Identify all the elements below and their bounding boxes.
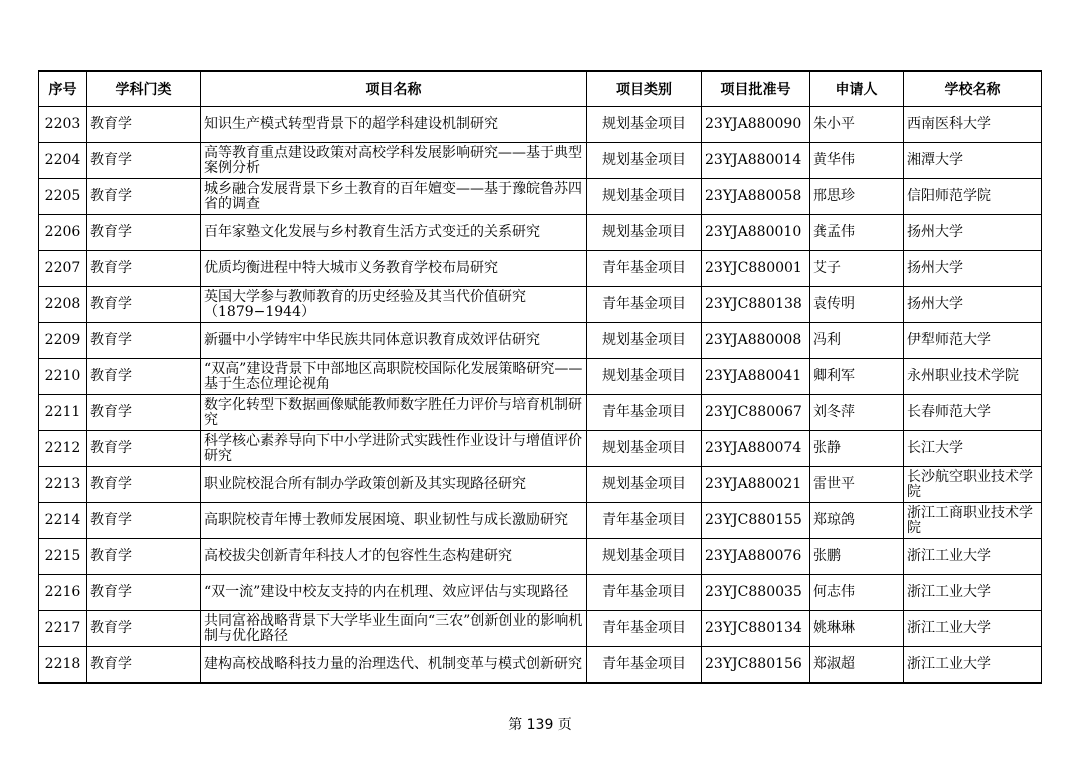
cell-seq: 2207	[39, 251, 87, 287]
cell-applicant: 冯利	[810, 323, 904, 359]
cell-seq: 2215	[39, 539, 87, 575]
cell-project-name: “双高”建设背景下中部地区高职院校国际化发展策略研究——基于生态位理论视角	[201, 359, 587, 395]
cell-subject: 教育学	[87, 647, 201, 684]
cell-approval-code: 23YJC880035	[702, 575, 810, 611]
cell-subject: 教育学	[87, 107, 201, 143]
cell-school: 浙江工业大学	[904, 575, 1042, 611]
cell-subject: 教育学	[87, 323, 201, 359]
cell-school: 扬州大学	[904, 251, 1042, 287]
header-approval-code: 项目批准号	[702, 71, 810, 107]
table-row	[39, 287, 1042, 323]
cell-seq: 2203	[39, 107, 87, 143]
cell-project-name: 数字化转型下数据画像赋能教师数字胜任力评价与培育机制研究	[201, 395, 587, 431]
cell-applicant: 张鹏	[810, 539, 904, 575]
cell-subject: 教育学	[87, 431, 201, 467]
cell-subject: 教育学	[87, 467, 201, 503]
cell-applicant: 卿利军	[810, 359, 904, 395]
cell-category: 规划基金项目	[587, 143, 702, 179]
cell-category: 青年基金项目	[587, 611, 702, 647]
table-row	[39, 395, 1042, 431]
cell-project-name: 共同富裕战略背景下大学毕业生面向“三农”创新创业的影响机制与优化路径	[201, 611, 587, 647]
cell-approval-code: 23YJA880076	[702, 539, 810, 575]
cell-school: 伊犁师范大学	[904, 323, 1042, 359]
cell-seq: 2210	[39, 359, 87, 395]
table-row	[39, 503, 1042, 539]
cell-subject: 教育学	[87, 611, 201, 647]
cell-category: 规划基金项目	[587, 179, 702, 215]
cell-category: 青年基金项目	[587, 503, 702, 539]
cell-category: 青年基金项目	[587, 287, 702, 323]
header-category: 项目类别	[587, 71, 702, 107]
cell-subject: 教育学	[87, 539, 201, 575]
cell-applicant: 张静	[810, 431, 904, 467]
cell-applicant: 黄华伟	[810, 143, 904, 179]
table-row	[39, 539, 1042, 575]
cell-school: 浙江工业大学	[904, 611, 1042, 647]
cell-school: 长沙航空职业技术学院	[904, 467, 1042, 503]
cell-seq: 2218	[39, 647, 87, 684]
cell-project-name: 高职院校青年博士教师发展困境、职业韧性与成长激励研究	[201, 503, 587, 539]
cell-applicant: 郑淑超	[810, 647, 904, 684]
cell-approval-code: 23YJA880021	[702, 467, 810, 503]
table-row	[39, 323, 1042, 359]
cell-project-name: 英国大学参与教师教育的历史经验及其当代价值研究（1879−1944）	[201, 287, 587, 323]
cell-seq: 2213	[39, 467, 87, 503]
cell-subject: 教育学	[87, 143, 201, 179]
header-applicant: 申请人	[810, 71, 904, 107]
cell-seq: 2208	[39, 287, 87, 323]
cell-seq: 2214	[39, 503, 87, 539]
cell-subject: 教育学	[87, 215, 201, 251]
cell-project-name: 知识生产模式转型背景下的超学科建设机制研究	[201, 107, 587, 143]
cell-applicant: 朱小平	[810, 107, 904, 143]
cell-applicant: 姚琳琳	[810, 611, 904, 647]
cell-project-name: 科学核心素养导向下中小学进阶式实践性作业设计与增值评价研究	[201, 431, 587, 467]
cell-approval-code: 23YJC880156	[702, 647, 810, 684]
cell-school: 扬州大学	[904, 287, 1042, 323]
cell-seq: 2206	[39, 215, 87, 251]
cell-subject: 教育学	[87, 575, 201, 611]
page-number: 第 139 页	[508, 717, 572, 733]
cell-approval-code: 23YJC880138	[702, 287, 810, 323]
cell-project-name: 百年家塾文化发展与乡村教育生活方式变迁的关系研究	[201, 215, 587, 251]
cell-applicant: 龚孟伟	[810, 215, 904, 251]
cell-applicant: 袁传明	[810, 287, 904, 323]
table-row	[39, 251, 1042, 287]
cell-category: 规划基金项目	[587, 323, 702, 359]
cell-project-name: 高校拔尖创新青年科技人才的包容性生态构建研究	[201, 539, 587, 575]
cell-approval-code: 23YJA880008	[702, 323, 810, 359]
cell-project-name: 职业院校混合所有制办学政策创新及其实现路径研究	[201, 467, 587, 503]
cell-seq: 2204	[39, 143, 87, 179]
cell-seq: 2211	[39, 395, 87, 431]
cell-school: 西南医科大学	[904, 107, 1042, 143]
cell-applicant: 郑琼鸽	[810, 503, 904, 539]
cell-subject: 教育学	[87, 503, 201, 539]
cell-school: 永州职业技术学院	[904, 359, 1042, 395]
header-school: 学校名称	[904, 71, 1042, 107]
cell-approval-code: 23YJC880134	[702, 611, 810, 647]
table-header-row	[39, 71, 1042, 107]
cell-school: 长江大学	[904, 431, 1042, 467]
cell-applicant: 邢思珍	[810, 179, 904, 215]
table-row	[39, 143, 1042, 179]
cell-approval-code: 23YJA880014	[702, 143, 810, 179]
cell-seq: 2217	[39, 611, 87, 647]
cell-applicant: 艾子	[810, 251, 904, 287]
header-seq: 序号	[39, 71, 87, 107]
cell-subject: 教育学	[87, 359, 201, 395]
cell-approval-code: 23YJA880041	[702, 359, 810, 395]
cell-approval-code: 23YJA880074	[702, 431, 810, 467]
cell-project-name: 优质均衡进程中特大城市义务教育学校布局研究	[201, 251, 587, 287]
cell-approval-code: 23YJC880001	[702, 251, 810, 287]
table-row	[39, 611, 1042, 647]
cell-category: 青年基金项目	[587, 251, 702, 287]
cell-seq: 2216	[39, 575, 87, 611]
cell-project-name: 新疆中小学铸牢中华民族共同体意识教育成效评估研究	[201, 323, 587, 359]
cell-approval-code: 23YJC880067	[702, 395, 810, 431]
table-row	[39, 359, 1042, 395]
cell-approval-code: 23YJA880058	[702, 179, 810, 215]
cell-subject: 教育学	[87, 179, 201, 215]
cell-category: 规划基金项目	[587, 467, 702, 503]
table-row	[39, 575, 1042, 611]
table-row	[39, 107, 1042, 143]
cell-approval-code: 23YJA880090	[702, 107, 810, 143]
table-row	[39, 215, 1042, 251]
cell-school: 浙江工业大学	[904, 539, 1042, 575]
cell-category: 规划基金项目	[587, 539, 702, 575]
header-project-name: 项目名称	[201, 71, 587, 107]
cell-school: 信阳师范学院	[904, 179, 1042, 215]
table-row	[39, 431, 1042, 467]
cell-category: 规划基金项目	[587, 107, 702, 143]
cell-subject: 教育学	[87, 251, 201, 287]
cell-category: 青年基金项目	[587, 395, 702, 431]
cell-project-name: “双一流”建设中校友支持的内在机理、效应评估与实现路径	[201, 575, 587, 611]
cell-category: 规划基金项目	[587, 215, 702, 251]
cell-seq: 2205	[39, 179, 87, 215]
cell-approval-code: 23YJA880010	[702, 215, 810, 251]
table-row	[39, 647, 1042, 684]
cell-category: 规划基金项目	[587, 431, 702, 467]
cell-school: 浙江工业大学	[904, 647, 1042, 684]
header-subject: 学科门类	[87, 71, 201, 107]
cell-school: 湘潭大学	[904, 143, 1042, 179]
cell-applicant: 何志伟	[810, 575, 904, 611]
cell-school: 浙江工商职业技术学院	[904, 503, 1042, 539]
project-table	[38, 70, 1042, 684]
cell-school: 扬州大学	[904, 215, 1042, 251]
cell-approval-code: 23YJC880155	[702, 503, 810, 539]
cell-subject: 教育学	[87, 395, 201, 431]
cell-seq: 2212	[39, 431, 87, 467]
cell-category: 规划基金项目	[587, 359, 702, 395]
cell-school: 长春师范大学	[904, 395, 1042, 431]
cell-project-name: 建构高校战略科技力量的治理迭代、机制变革与模式创新研究	[201, 647, 587, 684]
project-table-container	[38, 70, 1041, 684]
cell-project-name: 城乡融合发展背景下乡土教育的百年嬗变——基于豫皖鲁苏四省的调查	[201, 179, 587, 215]
cell-project-name: 高等教育重点建设政策对高校学科发展影响研究——基于典型案例分析	[201, 143, 587, 179]
cell-applicant: 刘冬萍	[810, 395, 904, 431]
cell-subject: 教育学	[87, 287, 201, 323]
table-row	[39, 467, 1042, 503]
cell-seq: 2209	[39, 323, 87, 359]
cell-applicant: 雷世平	[810, 467, 904, 503]
cell-category: 青年基金项目	[587, 647, 702, 684]
cell-category: 青年基金项目	[587, 575, 702, 611]
table-row	[39, 179, 1042, 215]
